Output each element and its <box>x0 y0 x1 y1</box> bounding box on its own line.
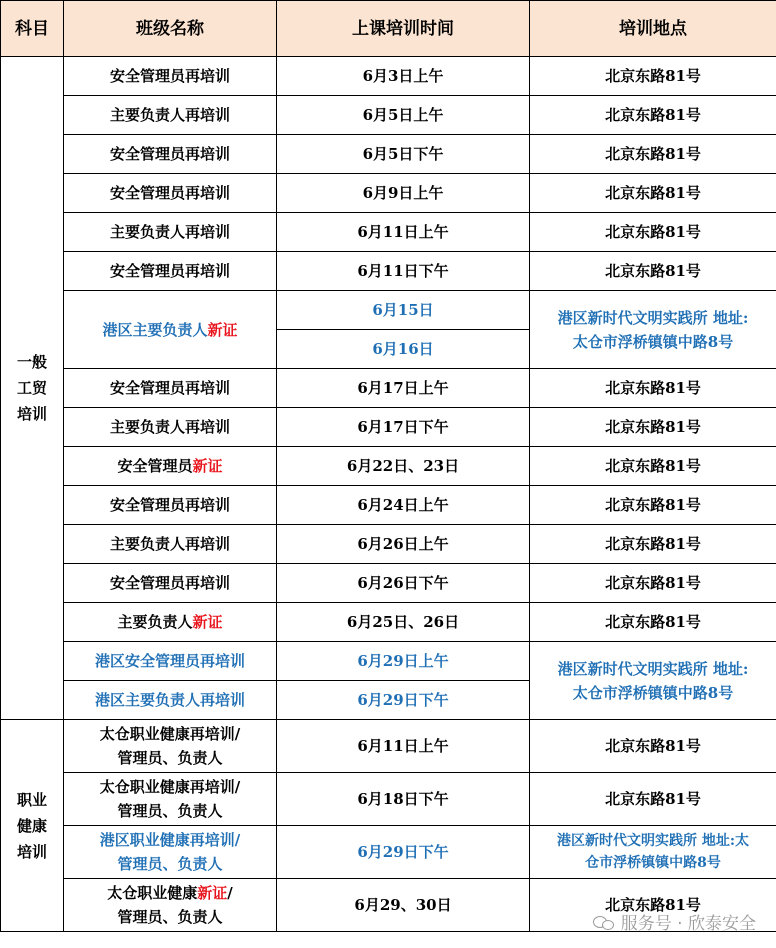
class-name-cell: 安全管理员新证 <box>64 447 277 486</box>
time-cell: 6月3日上午 <box>277 57 530 96</box>
time-cell: 6月26日下午 <box>277 564 530 603</box>
subject-general-trade: 一般 工贸 培训 <box>1 57 64 720</box>
location-cell: 港区新时代文明实践所 地址: 太仓市浮桥镇镇中路8号 <box>530 642 776 720</box>
location-cell: 北京东路81号 <box>530 525 776 564</box>
location-cell: 北京东路81号 <box>530 447 776 486</box>
wechat-icon <box>593 914 615 930</box>
time-cell: 6月5日下午 <box>277 135 530 174</box>
time-cell: 6月29日下午 <box>277 681 530 720</box>
location-cell: 北京东路81号 <box>530 408 776 447</box>
table-row <box>1 603 776 642</box>
new-cert-tag: 新证 <box>192 613 223 631</box>
time-cell: 6月11日下午 <box>277 252 530 291</box>
class-name-cell: 主要负责人再培训 <box>64 213 277 252</box>
new-cert-tag: 新证 <box>192 457 223 475</box>
header-subject: 科目 <box>1 1 64 57</box>
header-time: 上课培训时间 <box>277 1 530 57</box>
class-name-cell: 安全管理员再培训 <box>64 486 277 525</box>
class-name-cell: 港区主要负责人新证 <box>64 291 277 369</box>
table-row <box>1 720 776 773</box>
table-row <box>1 525 776 564</box>
time-cell: 6月5日上午 <box>277 96 530 135</box>
time-cell: 6月9日上午 <box>277 174 530 213</box>
time-cell: 6月25日、26日 <box>277 603 530 642</box>
class-name-cell: 安全管理员再培训 <box>64 564 277 603</box>
table-row <box>1 447 776 486</box>
location-cell: 北京东路81号 <box>530 603 776 642</box>
time-cell: 6月29日下午 <box>277 826 530 879</box>
table-row <box>1 96 776 135</box>
time-cell: 6月17日上午 <box>277 369 530 408</box>
location-cell: 北京东路81号 <box>530 773 776 826</box>
table-row <box>1 135 776 174</box>
table-row <box>1 57 776 96</box>
table-row <box>1 773 776 826</box>
location-cell: 北京东路81号 <box>530 369 776 408</box>
header-location: 培训地点 <box>530 1 776 57</box>
location-cell: 北京东路81号 <box>530 720 776 773</box>
table-row <box>1 369 776 408</box>
table-row <box>1 826 776 879</box>
table-row <box>1 174 776 213</box>
new-cert-tag: 新证 <box>197 884 228 902</box>
time-cell: 6月29日上午 <box>277 642 530 681</box>
subject-occupational-health: 职业 健康 培训 <box>1 720 64 932</box>
class-name-cell: 安全管理员再培训 <box>64 135 277 174</box>
location-cell: 北京东路81号 <box>530 57 776 96</box>
location-cell: 北京东路81号 <box>530 174 776 213</box>
location-cell: 北京东路81号 <box>530 96 776 135</box>
class-name-cell: 安全管理员再培训 <box>64 369 277 408</box>
location-cell: 北京东路81号 <box>530 252 776 291</box>
time-cell: 6月11日上午 <box>277 213 530 252</box>
location-cell: 北京东路81号 <box>530 879 776 932</box>
class-name-cell: 主要负责人再培训 <box>64 96 277 135</box>
table-row <box>1 564 776 603</box>
table-row <box>1 213 776 252</box>
location-cell: 北京东路81号 <box>530 213 776 252</box>
class-name-cell: 太仓职业健康新证/ 管理员、负责人 <box>64 879 277 932</box>
header-class-name: 班级名称 <box>64 1 277 57</box>
time-cell: 6月15日 <box>277 291 530 330</box>
location-cell: 港区新时代文明实践所 地址: 太仓市浮桥镇镇中路8号 <box>530 291 776 369</box>
time-cell: 6月22日、23日 <box>277 447 530 486</box>
class-name-cell: 主要负责人新证 <box>64 603 277 642</box>
new-cert-tag: 新证 <box>207 320 238 339</box>
time-cell: 6月18日下午 <box>277 773 530 826</box>
time-cell: 6月17日下午 <box>277 408 530 447</box>
class-name-cell: 太仓职业健康再培训/ 管理员、负责人 <box>64 773 277 826</box>
location-cell: 北京东路81号 <box>530 564 776 603</box>
class-name-cell: 安全管理员再培训 <box>64 252 277 291</box>
table-row <box>1 408 776 447</box>
time-cell: 6月29、30日 <box>277 879 530 932</box>
class-name-cell: 港区职业健康再培训/ 管理员、负责人 <box>64 826 277 879</box>
class-name-cell: 港区安全管理员再培训 <box>64 642 277 681</box>
location-cell: 港区新时代文明实践所 地址:太 仓市浮桥镇镇中路8号 <box>530 826 776 879</box>
table-row <box>1 642 776 681</box>
watermark: 服务号 · 欣泰安全 <box>593 909 756 934</box>
location-cell: 北京东路81号 <box>530 486 776 525</box>
table-row <box>1 252 776 291</box>
time-cell: 6月16日 <box>277 330 530 369</box>
class-name-cell: 安全管理员再培训 <box>64 174 277 213</box>
location-cell: 北京东路81号 <box>530 135 776 174</box>
time-cell: 6月26日上午 <box>277 525 530 564</box>
table-row <box>1 486 776 525</box>
class-name-cell: 主要负责人再培训 <box>64 525 277 564</box>
class-name-cell: 主要负责人再培训 <box>64 408 277 447</box>
class-name-cell: 太仓职业健康再培训/ 管理员、负责人 <box>64 720 277 773</box>
class-name-cell: 港区主要负责人再培训 <box>64 681 277 720</box>
time-cell: 6月11日上午 <box>277 720 530 773</box>
table-row <box>1 291 776 330</box>
class-name-cell: 安全管理员再培训 <box>64 57 277 96</box>
header-row <box>1 1 776 57</box>
time-cell: 6月24日上午 <box>277 486 530 525</box>
